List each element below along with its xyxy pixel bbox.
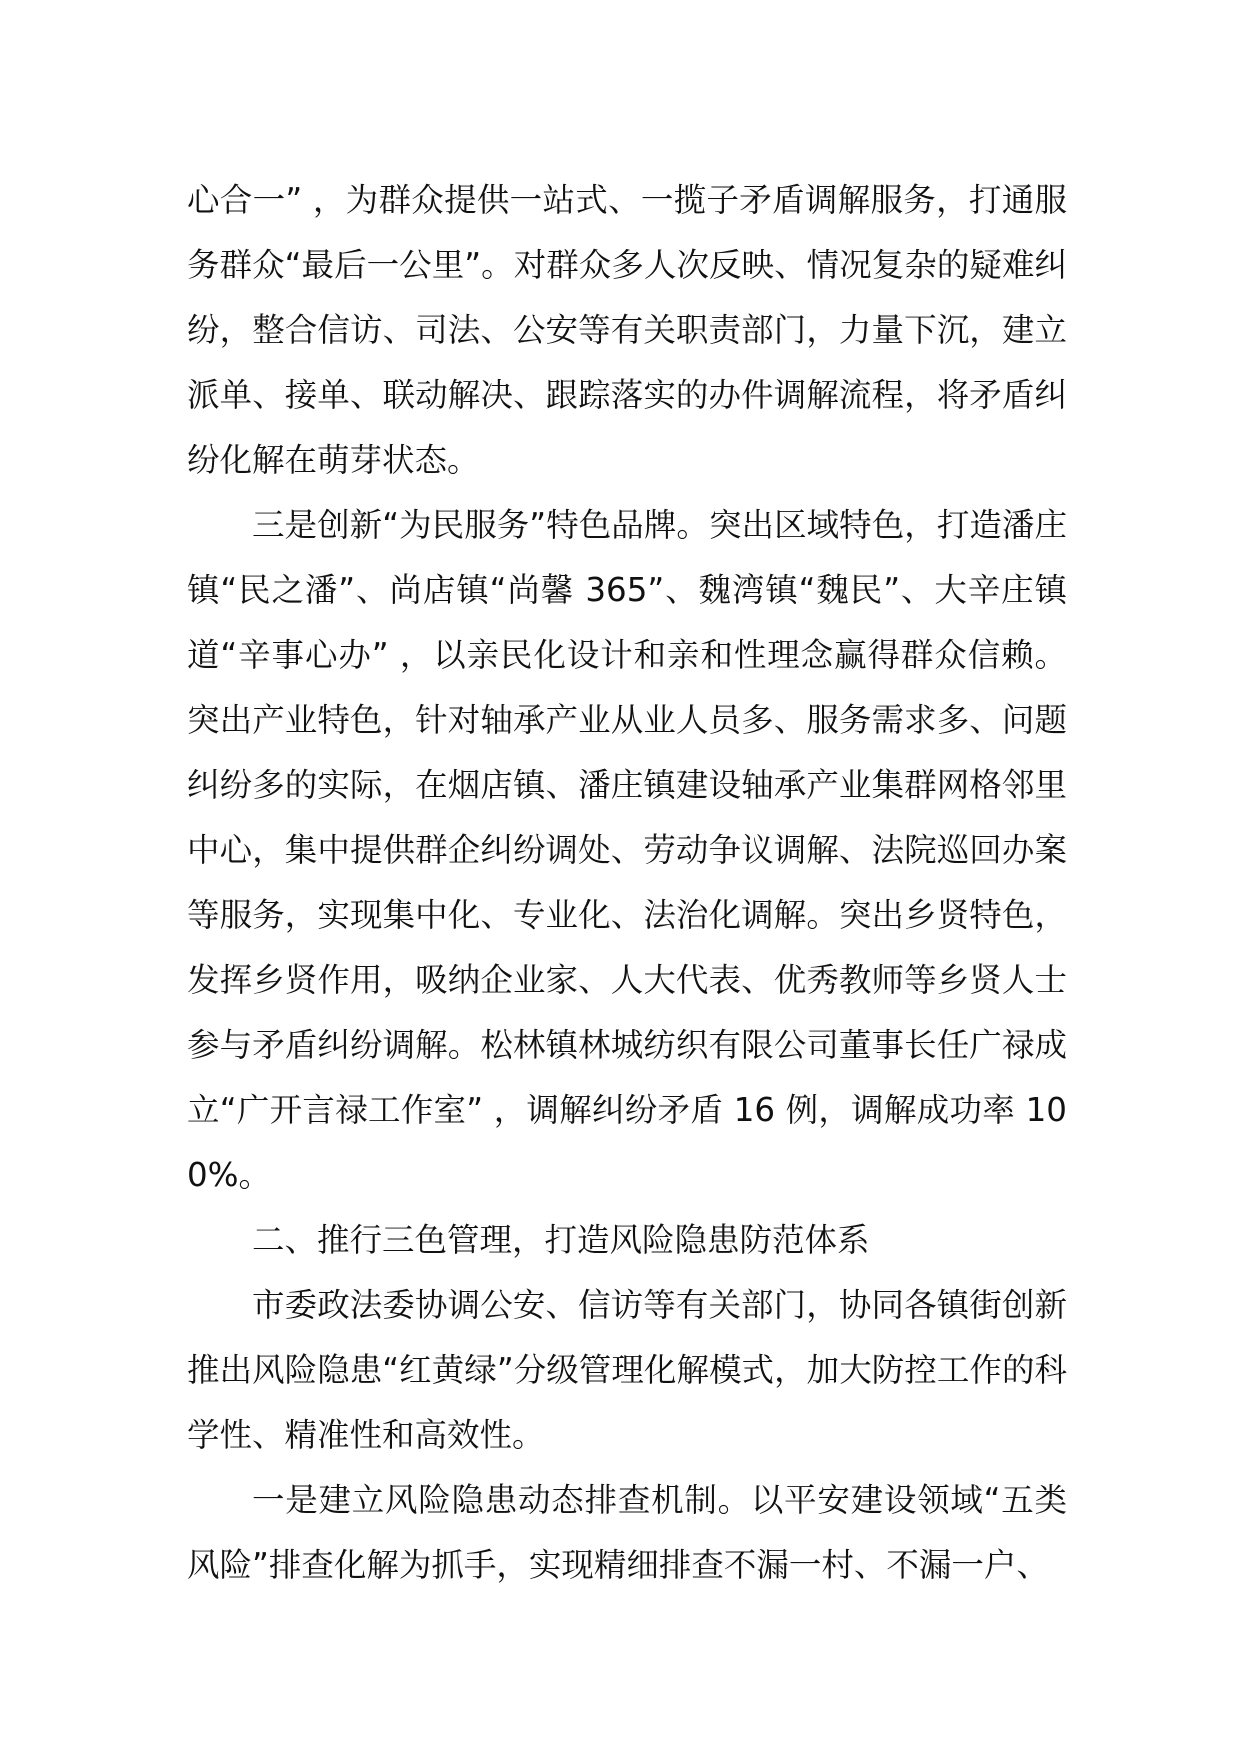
paragraph-continuation: 心合一” ，为群众提供一站式、一揽子矛盾调解服务，打通服务群众“最后一公里”。对群众多人次反映、情况复杂的疑难纠纷，整合信访、司法、公安等有关职责部门，力量下沉，建立派单、接单、联动解决、跟踪落实的办件调解流程，将矛盾纠纷化解在萌芽状态。 bbox=[187, 181, 1067, 479]
paragraph-section-intro: 市委政法委协调公安、信访等有关部门，协同各镇街创新推出风险隐患“红黄绿”分级管理化解模式，加大防控工作的科学性、精准性和高效性。 bbox=[187, 1286, 1067, 1454]
section-heading: 二、推行三色管理，打造风险隐患防范体系 bbox=[252, 1221, 870, 1259]
paragraph-brand-innovation: 三是创新“为民服务”特色品牌。突出区域特色，打造潘庄镇“民之潘”、尚店镇“尚馨 365”、魏湾镇“魏民”、大辛庄镇道“辛事心办” ，以亲民化设计和亲和性理念赢得群众信赖。突出产业特色，针对轴承产业从业人员多、服务需求多、问题纠纷多的实际，在烟店镇、潘庄镇建设轴承产业集群网格邻里中心，集中提供群企纠纷调处、劳动争议调解、法院巡回办案等服务，实现集中化、专业化、法治化调解。突出乡贤特色，发挥乡贤作用，吸纳企业家、人大代表、优秀教师等乡贤人士参与矛盾纠纷调解。松林镇林城纺织有限公司董事长任广禄成立“广开言禄工作室” ，调解纠纷矛盾 16 例，调解成功率 100%。 bbox=[187, 506, 1067, 1194]
document-body bbox=[187, 168, 1067, 1598]
paragraph-risk-mechanism: 一是建立风险隐患动态排查机制。以平安建设领域“五类风险”排查化解为抓手，实现精细排查不漏一村、不漏一户、 bbox=[187, 1481, 1067, 1584]
